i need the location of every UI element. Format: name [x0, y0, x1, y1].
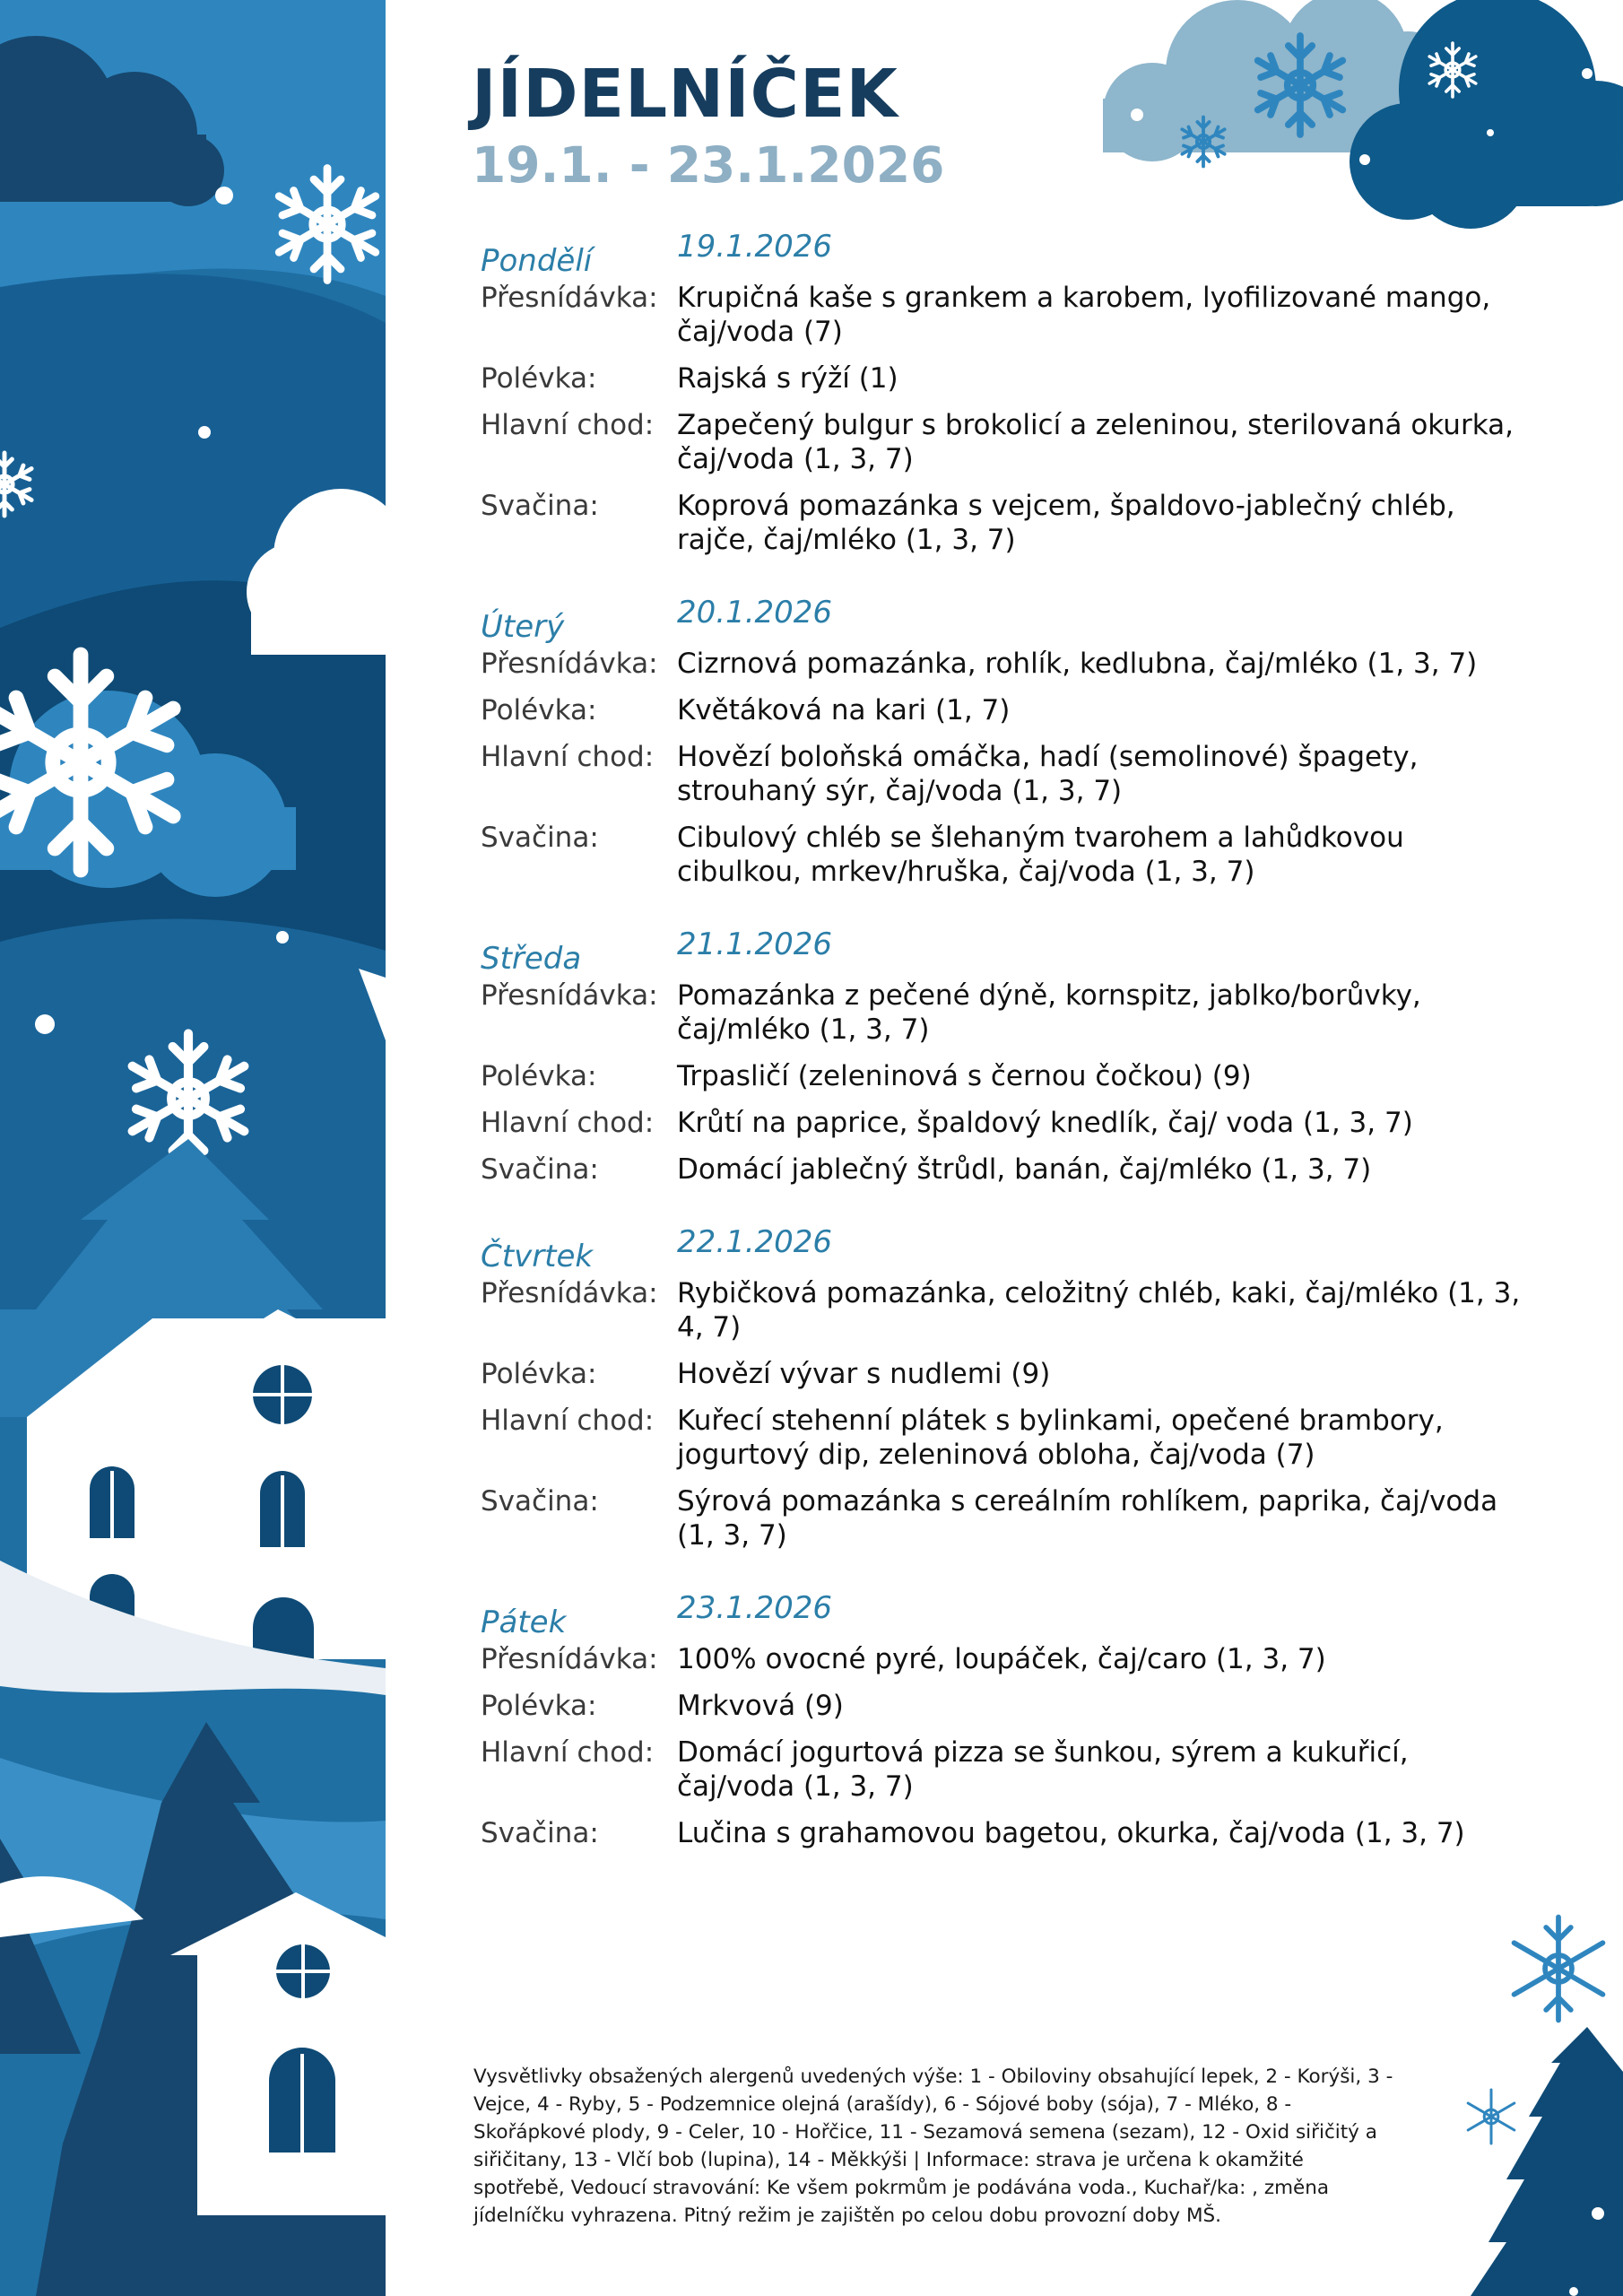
day-name: Pátek [481, 1605, 567, 1640]
meal-text: Lučina s grahamovou bagetou, okurka, čaj/voda (1, 3, 7) [677, 1817, 1465, 1849]
day-header [481, 229, 1530, 281]
day-section [481, 595, 1530, 889]
meal-text: Krůtí na paprice, špaldový knedlík, čaj/ voda (1, 3, 7) [677, 1107, 1413, 1139]
meal-label: Svačina: [481, 1153, 599, 1186]
meal-label: Hlavní chod: [481, 1107, 655, 1139]
day-name: Úterý [481, 609, 565, 645]
meal-row [481, 1404, 1530, 1472]
meal-label: Polévka: [481, 1690, 597, 1722]
meal-label: Hlavní chod: [481, 1736, 655, 1769]
meal-row [481, 693, 1530, 727]
meal-label: Přesnídávka: [481, 1643, 658, 1675]
meal-text: Domácí jablečný štrůdl, banán, čaj/mléko (1, 3, 7) [677, 1153, 1372, 1186]
meal-label: Polévka: [481, 1060, 597, 1092]
meal-row [481, 740, 1530, 808]
day-date: 23.1.2026 [677, 1590, 833, 1626]
day-name: Pondělí [481, 243, 593, 279]
day-header [481, 926, 1530, 978]
day-name: Čtvrtek [481, 1239, 594, 1274]
meal-text: Zapečený bulgur s brokolicí a zeleninou, sterilovaná okurka, čaj/voda (1, 3, 7) [677, 409, 1514, 475]
meal-label: Přesnídávka: [481, 282, 658, 314]
top-cloud-decoration [1040, 0, 1623, 233]
meal-label: Svačina: [481, 822, 599, 854]
meal-text: Hovězí boloňská omáčka, hadí (semolinové) špagety, strouhaný sýr, čaj/voda (1, 3, 7) [677, 741, 1419, 807]
meal-row [481, 1106, 1530, 1140]
day-name: Středa [481, 941, 582, 977]
meal-label: Svačina: [481, 1817, 599, 1849]
meal-text: Cizrnová pomazánka, rohlík, kedlubna, čaj/mléko (1, 3, 7) [677, 648, 1478, 680]
date-range: 19.1. - 23.1.2026 [472, 136, 945, 194]
meal-row [481, 361, 1530, 396]
meal-text: Pomazánka z pečené dýně, kornspitz, jablko/borůvky, čaj/mléko (1, 3, 7) [677, 979, 1421, 1046]
meal-text: Koprová pomazánka s vejcem, špaldovo-jablečný chléb, rajče, čaj/mléko (1, 3, 7) [677, 490, 1455, 556]
meal-text: 100% ovocné pyré, loupáček, čaj/caro (1, 3, 7) [677, 1643, 1326, 1675]
meal-row [481, 408, 1530, 476]
day-section [481, 1224, 1530, 1552]
weekly-menu [481, 229, 1530, 1888]
meal-row [481, 1276, 1530, 1344]
meal-label: Svačina: [481, 490, 599, 522]
meal-text: Krupičná kaše s grankem a karobem, lyofilizované mango, čaj/voda (7) [677, 282, 1491, 348]
bottom-tree-decoration [1444, 1910, 1623, 2296]
meal-label: Polévka: [481, 1358, 597, 1390]
meal-label: Přesnídávka: [481, 1277, 658, 1309]
meal-text: Trpasličí (zeleninová s černou čočkou) (9) [677, 1060, 1252, 1092]
meal-row [481, 647, 1530, 681]
meal-text: Květáková na kari (1, 7) [677, 694, 1011, 726]
meal-row [481, 1689, 1530, 1723]
meal-label: Přesnídávka: [481, 648, 658, 680]
day-header [481, 595, 1530, 647]
meal-label: Přesnídávka: [481, 979, 658, 1012]
meal-text: Hovězí vývar s nudlemi (9) [677, 1358, 1051, 1390]
meal-text: Domácí jogurtová pizza se šunkou, sýrem a kukuřicí, čaj/voda (1, 3, 7) [677, 1736, 1409, 1803]
meal-row [481, 1059, 1530, 1093]
page-header [472, 56, 944, 194]
meal-text: Cibulový chléb se šlehaným tvarohem a lahůdkovou cibulkou, mrkev/hruška, čaj/voda (1, 3, 7) [677, 822, 1404, 888]
meal-row [481, 1642, 1530, 1676]
day-date: 20.1.2026 [677, 595, 833, 631]
meal-text: Rybičková pomazánka, celožitný chléb, kaki, čaj/mléko (1, 3, 4, 7) [677, 1277, 1521, 1344]
meal-label: Svačina: [481, 1485, 599, 1518]
meal-label: Polévka: [481, 694, 597, 726]
day-date: 22.1.2026 [677, 1224, 833, 1260]
page-title: JÍDELNÍČEK [472, 56, 898, 133]
day-section [481, 229, 1530, 557]
day-header [481, 1224, 1530, 1276]
meal-label: Hlavní chod: [481, 409, 655, 441]
meal-text: Sýrová pomazánka s cereálním rohlíkem, paprika, čaj/voda (1, 3, 7) [677, 1485, 1498, 1552]
day-date: 19.1.2026 [677, 229, 833, 265]
allergen-footnote: Vysvětlivky obsažených alergenů uvedených výše: 1 - Obiloviny obsahující lepek, 2 - Korýši, 3 - Vejce, 4 - Ryby, 5 - Podzemnice olejná (arašídy), 6 - Sójové boby (sója), 7 - Mléko, 8 - Skořápkové plody, 9 - Celer, 10 - Hořčice, 11 - Sezamová semena (sezam), 12 - Oxid siřičitý a siřičitany, 13 - Vlčí bob (lupina), 14 - Měkkýši | Informace: strava je určena k okamžité spotřebě, Vedoucí stravování: Ke všem pokrmům je podávána voda., Kuchař/ka: , změna jídelníčku vyhrazena. Pitný režim je zajištěn po celou dobu provozní doby MŠ. [473, 2066, 1393, 2227]
day-section [481, 926, 1530, 1187]
meal-row [481, 1357, 1530, 1391]
meal-text: Mrkvová (9) [677, 1690, 844, 1722]
meal-row [481, 821, 1530, 889]
meal-row [481, 1152, 1530, 1187]
meal-text: Rajská s rýží (1) [677, 362, 898, 395]
meal-row [481, 281, 1530, 349]
day-date: 21.1.2026 [677, 926, 833, 962]
meal-row [481, 978, 1530, 1047]
meal-row [481, 1735, 1530, 1804]
day-header [481, 1590, 1530, 1642]
meal-row [481, 1816, 1530, 1850]
meal-text: Kuřecí stehenní plátek s bylinkami, opečené brambory, jogurtový dip, zeleninová obloha, čaj/voda (7) [677, 1405, 1444, 1471]
meal-row [481, 489, 1530, 557]
meal-label: Hlavní chod: [481, 1405, 655, 1437]
meal-row [481, 1484, 1530, 1552]
winter-illustration-sidebar [0, 0, 386, 2296]
meal-label: Polévka: [481, 362, 597, 395]
meal-label: Hlavní chod: [481, 741, 655, 773]
day-section [481, 1590, 1530, 1850]
